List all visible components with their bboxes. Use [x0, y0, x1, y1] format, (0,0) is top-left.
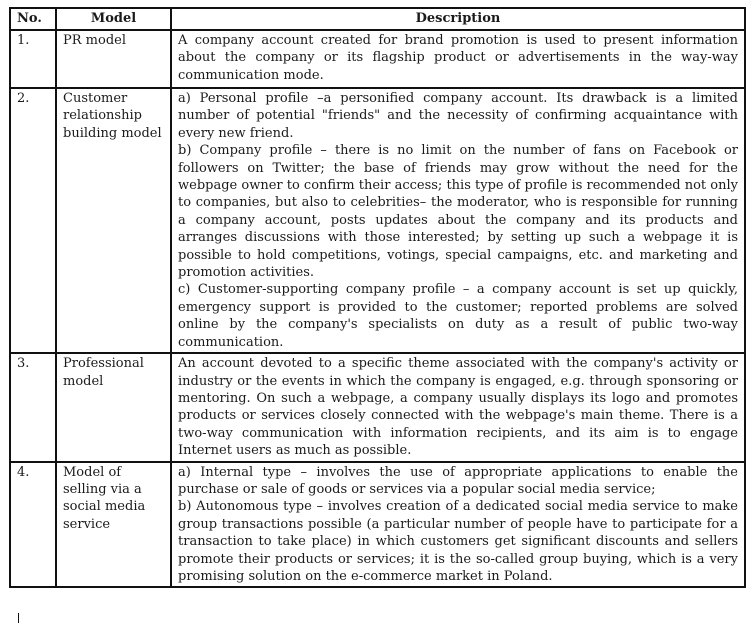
description-paragraph: a) Internal type – involves the use of appropriate applications to enable the purchase or sale of goods or services via a popular social media service; [178, 464, 738, 497]
table-row [10, 353, 745, 461]
header-model: Model [56, 8, 171, 30]
header-no: No. [10, 8, 56, 30]
table-row [10, 88, 745, 353]
model-name: Customer relationship building model [56, 88, 171, 353]
row-number: 3. [10, 353, 56, 461]
description-paragraph: A company account created for brand promotion is used to present information about the company or its flagship product or advertisements in the way-way communication mode. [178, 33, 738, 83]
model-name: Model of selling via a social media service [56, 462, 171, 588]
model-name: PR model [56, 30, 171, 88]
social-media-models-table [9, 7, 746, 588]
row-number: 1. [10, 30, 56, 88]
header-description: Description [171, 8, 745, 30]
header-row [10, 8, 745, 30]
description-paragraph: c) Customer-supporting company profile – a company account is set up quickly, emergency support is provided to the customer; reported problems are solved online by the company's specialists on duty as a result of public two-way communication. [178, 282, 738, 350]
row-number: 4. [10, 462, 56, 588]
model-description [171, 462, 745, 588]
table-row [10, 462, 745, 588]
row-number: 2. [10, 88, 56, 353]
page-margin-mark [18, 613, 19, 623]
model-name: Professional model [56, 353, 171, 461]
model-description [171, 88, 745, 353]
description-paragraph: b) Autonomous type – involves creation of a dedicated social media service to make group transactions possible (a particular number of people have to participate for a transaction to take place) in which customers get significant discounts and sellers promote their products or services; it is the so-called group buying, which is a very promising solution on the e-commerce market in Poland. [178, 499, 738, 584]
model-description [171, 30, 745, 88]
description-paragraph: a) Personal profile –a personified company account. Its drawback is a limited number of potential "friends" and the necessity of confirming acquaintance with every new friend. [178, 91, 738, 141]
description-paragraph: b) Company profile – there is no limit on the number of fans on Facebook or followers on Twitter; the base of friends may grow without the need for the webpage owner to confirm their access; this type of profile is recommended not only to companies, but also to celebrities– the moderator, who is responsible for running a company account, posts updates about the company and its products and arranges discussions with those interested; by setting up such a webpage it is possible to hold competitions, votings, special campaigns, etc. and marketing and promotion activities. [178, 143, 738, 281]
table-row [10, 30, 745, 88]
description-paragraph: An account devoted to a specific theme associated with the company's activity or industry or the events in which the company is engaged, e.g. through sponsoring or mentoring. On such a webpage, a company usually displays its logo and promotes products or services closely connected with the webpage's main theme. There is a two-way communication with information recipients, and its aim is to engage Internet users as much as possible. [178, 356, 738, 459]
model-description [171, 353, 745, 461]
